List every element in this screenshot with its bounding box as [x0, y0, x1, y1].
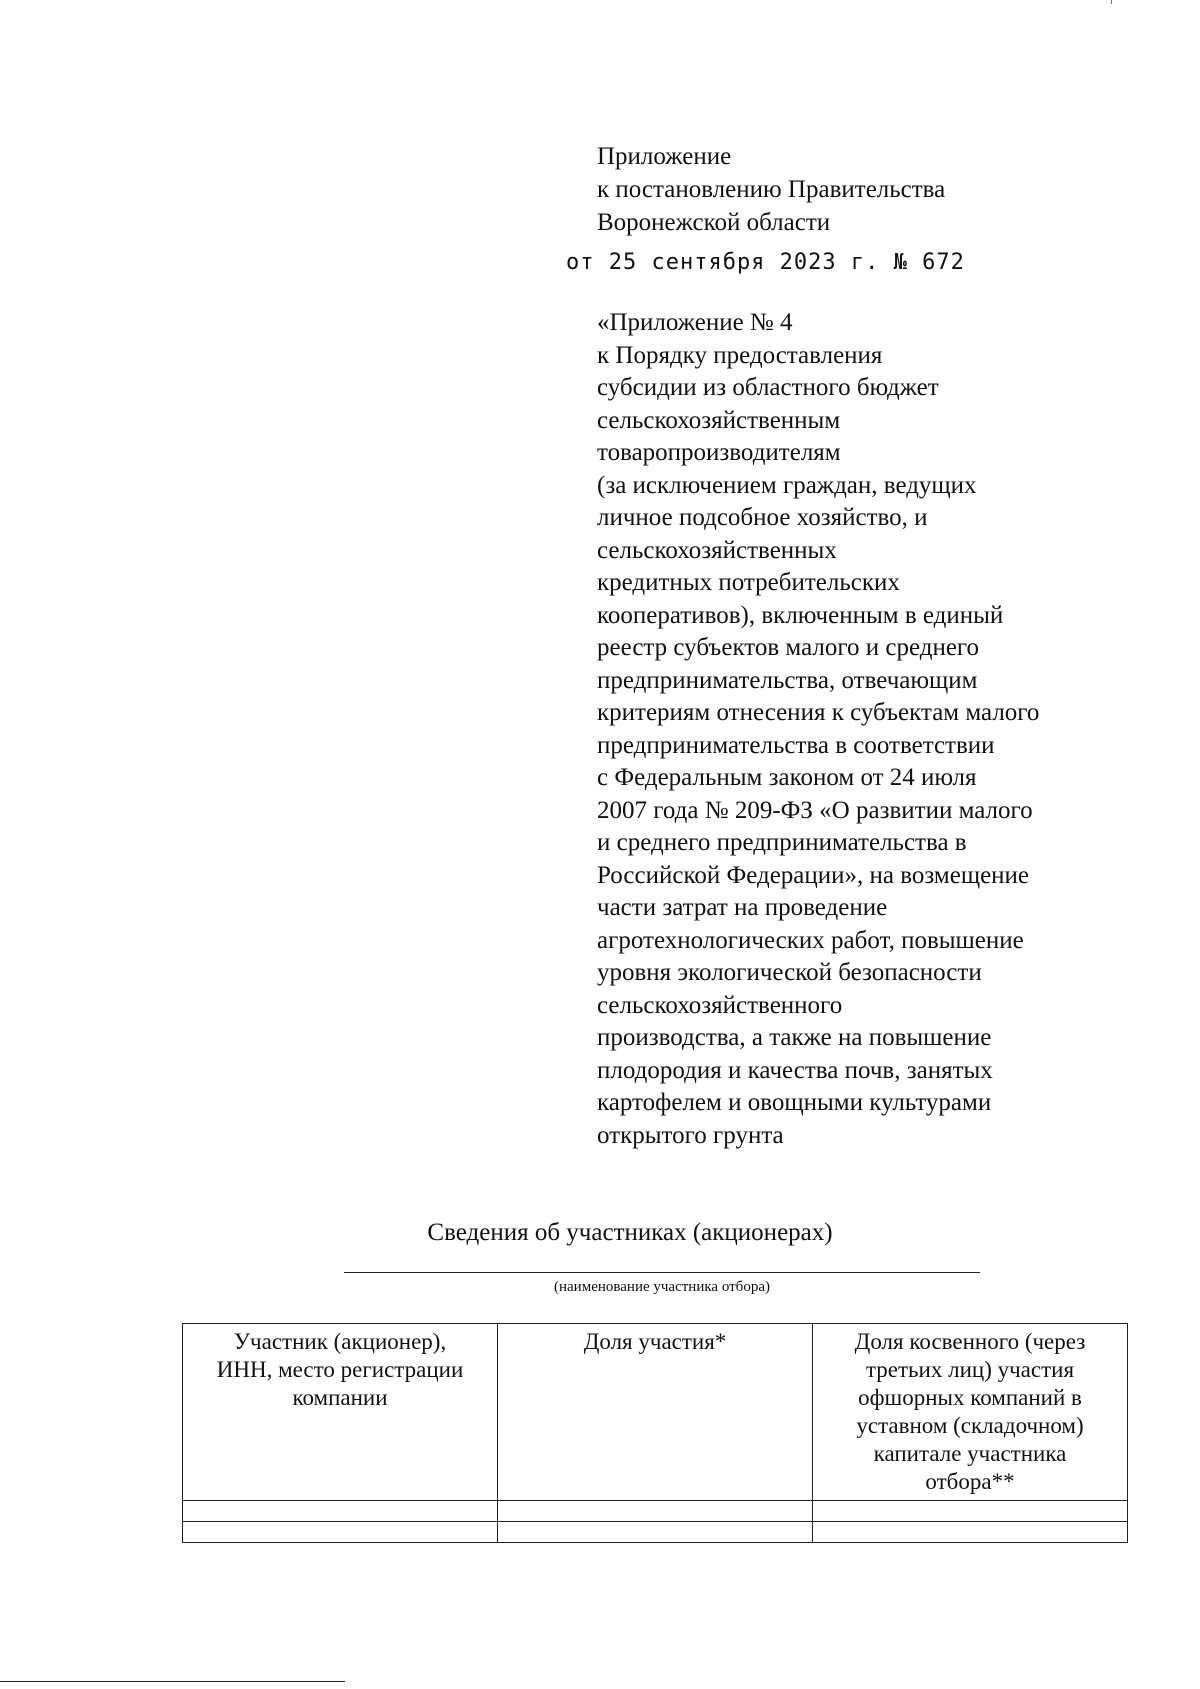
- header-line: Приложение: [597, 143, 732, 170]
- table-cell: [498, 1522, 813, 1543]
- table-row: [183, 1522, 1128, 1543]
- annex-line: агротехнологических работ, повышение: [597, 926, 1024, 954]
- annex-line: кредитных потребительских: [597, 569, 900, 596]
- annex-line: реестр субъектов малого и среднего: [597, 634, 980, 661]
- annex-line: предпринимательства, отвечающим: [597, 666, 978, 694]
- table-cell: [183, 1522, 498, 1543]
- table-cell: [183, 1501, 498, 1522]
- annex-line: (за исключением граждан, ведущих: [597, 471, 977, 499]
- header-cell-text: Доля участия*: [583, 1329, 727, 1354]
- annex-line: с Федеральным законом от 24 июля: [597, 764, 977, 791]
- header-line: к постановлению Правительства: [597, 176, 946, 203]
- participant-name-field-line: [344, 1272, 980, 1273]
- annex-line: критериям отнесения к субъектам малого: [597, 699, 1040, 726]
- header-cell-text: отбора**: [925, 1469, 1015, 1494]
- annex-line: к Порядку предоставления: [597, 341, 883, 369]
- table-row: [183, 1501, 1128, 1522]
- annex-line: производства, а также на повышение: [597, 1024, 992, 1051]
- annex-line: картофелем и овощными культурами: [597, 1089, 992, 1116]
- header-cell-text: третьих лиц) участия: [865, 1357, 1075, 1382]
- annex-line: сельскохозяйственным: [597, 406, 841, 434]
- header-cell-text: капитале участника: [873, 1441, 1067, 1466]
- decree-stamp: от 25 сентября 2023 г. № 672: [566, 250, 965, 275]
- participant-name-caption: (наименование участника отбора): [554, 1279, 770, 1295]
- header-cell-text: Участник (акционер),: [233, 1329, 447, 1354]
- header-cell-text: компании: [292, 1385, 388, 1410]
- table-cell: [498, 1501, 813, 1522]
- header-cell-text: ИНН, место регистрации: [216, 1357, 464, 1382]
- header-line: Воронежской области: [597, 209, 831, 236]
- header-cell-text: уставном (складочном): [856, 1413, 1084, 1438]
- annex-line: уровня экологической безопасности: [597, 959, 982, 986]
- header-cell-offshore-share: [813, 1324, 1128, 1501]
- annex-line: товаропроизводителям: [597, 439, 841, 466]
- annex-line: открытого грунта: [597, 1121, 784, 1149]
- header-cell-text: офшорных компаний в: [858, 1385, 1082, 1410]
- header-cell-participant: [183, 1324, 498, 1501]
- annex-line: «Приложение № 4: [597, 309, 793, 336]
- table-header-row: [183, 1324, 1128, 1501]
- annex-line: кооперативов), включенным в единый: [597, 601, 1004, 629]
- header-cell-share: [498, 1324, 813, 1501]
- header-cell-text: Доля косвенного (через: [854, 1329, 1086, 1354]
- footnote-separator: [0, 1681, 345, 1682]
- annex-reference: [597, 307, 1039, 1152]
- annex-line: Российской Федерации», на возмещение: [597, 861, 1030, 889]
- annex-line: 2007 года № 209-ФЗ «О развитии малого: [597, 796, 1033, 824]
- annex-line: субсидии из областного бюджет: [597, 374, 939, 401]
- document-title: Сведения об участниках (акционерах): [427, 1219, 833, 1246]
- annex-line: сельскохозяйственных: [597, 536, 837, 564]
- annex-line: части затрат на проведение: [597, 894, 888, 921]
- scan-corner-mark: [1107, 0, 1112, 4]
- annex-line: сельскохозяйственного: [597, 991, 843, 1019]
- annex-line: личное подсобное хозяйство, и: [597, 504, 928, 531]
- approval-header: [597, 140, 945, 239]
- participants-table: [182, 1323, 1128, 1543]
- table-cell: [813, 1501, 1128, 1522]
- annex-line: плодородия и качества почв, занятых: [597, 1056, 993, 1084]
- annex-line: и среднего предпринимательства в: [597, 829, 967, 856]
- annex-line: предпринимательства в соответствии: [597, 731, 995, 759]
- table-cell: [813, 1522, 1128, 1543]
